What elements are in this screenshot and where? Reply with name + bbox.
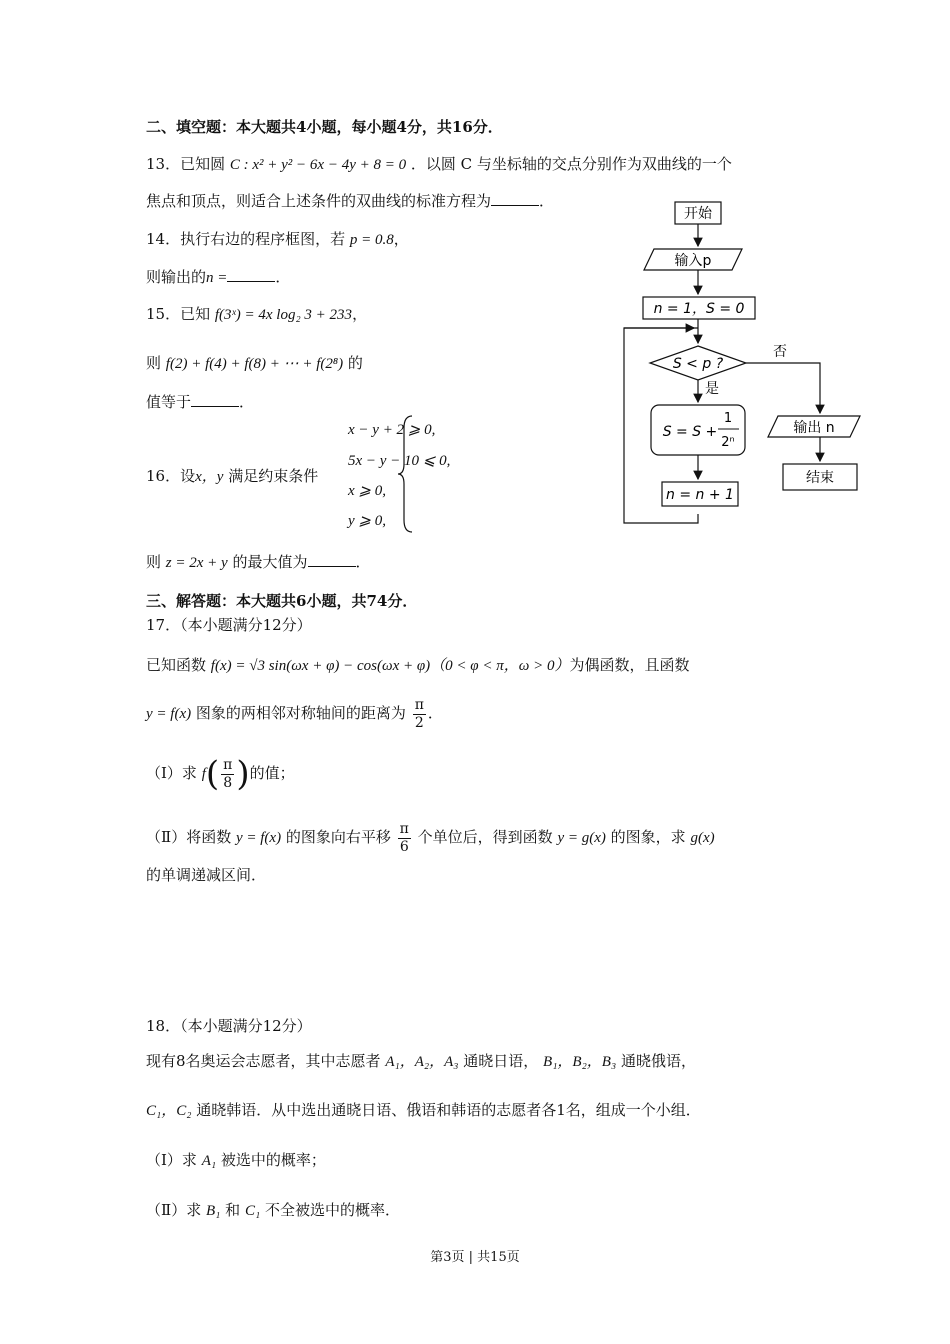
- flowchart-init-label: n = 1，S = 0: [653, 301, 745, 317]
- constraint-1: x − y + 2 ⩾ 0,: [348, 422, 436, 438]
- flowchart-update-den: 2ⁿ: [721, 435, 735, 450]
- question-18-part-2: （Ⅱ）求 B₁ 和 C₁ 不全被选中的概率．: [146, 1201, 400, 1219]
- fraction-pi-over-2: $\frac{\pi}{2}$: [414, 696, 424, 731]
- flowchart-update-num: 1: [723, 411, 733, 426]
- flowchart-update-label: S = S +: [662, 424, 718, 440]
- question-14-line-1: 14．执行右边的程序框图，若 p = 0.8，: [146, 230, 409, 248]
- flowchart-increment-label: n = n + 1: [666, 487, 734, 503]
- fraction-pi-over-6: $\frac{\pi}{6}$: [399, 820, 409, 855]
- answer-blank: [191, 391, 239, 407]
- question-14-line-2: 则输出的n = ．: [146, 268, 291, 286]
- answer-blank: [308, 551, 356, 567]
- question-13-line-2: 焦点和顶点，则适合上述条件的双曲线的标准方程为 ．: [146, 192, 555, 210]
- question-15-line-1: 15．已知 f(3ˣ) = 4x log₂ 3 + 233，: [146, 305, 368, 323]
- question-13-line-1: 13．已知圆 C : x² + y² − 6x − 4y + 8 = 0 ．以圆 C 与坐标轴的交点分别作为双曲线的一个: [146, 155, 732, 173]
- flowchart-start-label: 开始: [684, 206, 712, 222]
- circle-equation: C : x² + y² − 6x − 4y + 8 = 0: [229, 157, 407, 173]
- flowchart-decision-label: S < p ?: [672, 356, 724, 372]
- question-18-line-1: 现有8名奥运会志愿者，其中志愿者 A₁，A₂，A₃ 通晓日语， B₁，B₂，B₃ 通晓俄语，: [146, 1052, 696, 1070]
- section-3-heading: 三、解答题：本大题共6小题，共74分．: [146, 592, 418, 610]
- question-16-line-1: 16．设x，y 满足约束条件: [146, 467, 319, 485]
- question-18-line-2: C₁，C₂ 通晓韩语．从中选出通晓日语、俄语和韩语的志愿者各1名，组成一个小组．: [146, 1101, 701, 1119]
- flowchart-yes-label: 是: [705, 381, 719, 397]
- section-2-heading: 二、填空题：本大题共4小题，每小题4分，共16分．: [146, 118, 503, 136]
- question-17-part-2: （Ⅱ）将函数 y = f(x) 的图象向右平移 $\frac{\pi}{6}$ 个单位后，得到函数 y = g(x) 的图象，求 g(x): [146, 820, 715, 855]
- question-17-part-2-line-2: 的单调递减区间．: [146, 866, 267, 884]
- question-17-line-1: 已知函数 f(x) = √3 sin(ωx + φ) − cos(ωx + φ)（0 < φ < π，ω > 0）为偶函数，且函数: [146, 656, 690, 674]
- question-17-part-1: （Ⅰ）求 f( $\frac{\pi}{8}$ )的值；: [146, 754, 295, 794]
- question-17-title: 17．（本小题满分12分）: [146, 616, 312, 634]
- constraint-2: 5x − y − 10 ⩽ 0,: [348, 453, 451, 469]
- question-18-part-1: （Ⅰ）求 A₁ 被选中的概率；: [146, 1151, 326, 1169]
- constraint-4: y ⩾ 0,: [348, 513, 386, 529]
- answer-blank: [491, 190, 539, 206]
- question-17-line-2: y = f(x) 图象的两相邻对称轴间的距离为 $\frac{\pi}{2}$ ．: [146, 696, 443, 731]
- flowchart-end-label: 结束: [806, 470, 834, 486]
- flowchart-no-label: 否: [773, 344, 787, 360]
- flowchart-input-label: 输入p: [674, 253, 712, 269]
- question-15-line-2: 则 f(2) + f(4) + f(8) + ⋯ + f(2⁸) 的: [146, 354, 363, 372]
- question-15-line-3: 值等于 ．: [146, 393, 255, 411]
- page-footer: 第3页 | 共15页: [430, 1250, 520, 1265]
- fraction-pi-over-8: $\frac{\pi}{8}$: [223, 756, 233, 791]
- question-16-line-2: 则 z = 2x + y 的最大值为 ．: [146, 553, 371, 571]
- question-18-title: 18．（本小题满分12分）: [146, 1017, 312, 1035]
- answer-blank: [227, 266, 275, 282]
- program-flowchart: [610, 196, 880, 536]
- flowchart-output-label: 输出 n: [793, 420, 835, 436]
- constraint-3: x ⩾ 0,: [348, 483, 386, 499]
